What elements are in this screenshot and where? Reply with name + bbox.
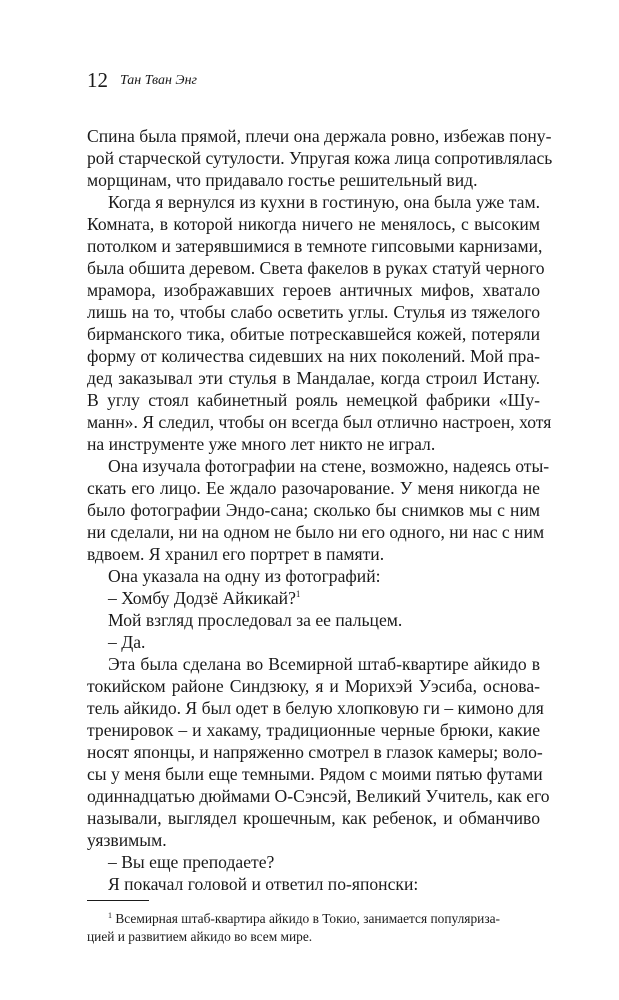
text-line: манн». Я следил, чтобы он всегда был отлично настроен, хотя [87,412,552,432]
text-line: Когда я вернулся из кухни в гостиную, она была уже там. [108,192,540,212]
text-line: дед заказывал эти стулья в Мандалае, когда строил Истану. [87,368,540,388]
text-line: называли, выглядел крошечным, как ребенок, и обманчиво [87,808,540,828]
text-line: уязвимым. [87,830,167,850]
text-line: Эта была сделана во Всемирной штаб-квартире айкидо в [108,654,540,674]
dialogue-text: – Хомбу Додзё Айкикай? [108,588,296,608]
text-line: В углу стоял кабинетный рояль немецкой фабрики «Шу- [87,390,540,410]
text-line [108,588,540,608]
text-line: Спина была прямой, плечи она держала ровно, избежав пону- [87,126,552,146]
text-line: носят японцы, и напряженно смотрел в глазок камеры; воло- [87,742,543,762]
footnote-rule [87,900,149,901]
text-line: – Вы еще преподаете? [108,852,275,872]
text-line: на инструменте уже много лет никто не играл. [87,434,436,454]
text-line: Она указала на одну из фотографий: [108,566,381,586]
text-line: Мой взгляд проследовал за ее пальцем. [108,610,403,630]
text-line: форму от количества сидевших на них поколений. Мой пра- [87,346,540,366]
text-line: сы у меня были еще темными. Рядом с моими пятью футами [87,764,543,784]
text-line: Она изучала фотографии на стене, возможно, надеясь оты- [108,456,550,476]
text-line: была обшита деревом. Света факелов в руках статуй черного [87,258,545,278]
running-head: Тан Тван Энг [120,73,198,88]
page-number: 12 [87,68,108,92]
text-line: рой старческой сутулости. Упругая кожа лица сопротивлялась [87,148,553,168]
text-line: потолком и затерявшимися в темноте гипсовыми карнизами, [87,236,543,256]
footnote-text: Всемирная штаб-квартира айкидо в Токио, занимается популяриза- [115,911,501,926]
text-line: было фотографии Эндо-сана; сколько бы снимков мы с ним [87,500,540,520]
text-line: – Да. [108,632,146,652]
footnote-marker: 1 [108,911,112,920]
text-line: токийском районе Синдзюку, я и Морихэй Уэсиба, основа- [87,676,540,696]
text-line: тель айкидо. Я был одет в белую хлопковую ги – кимоно для [87,698,544,718]
footnote-line: цией и развитием айкидо во всем мире. [87,929,313,944]
text-line: Комната, в которой никогда ничего не менялось, с высоким [87,214,540,234]
text-line: ни сделали, ни на одном не было ни его одного, ни нас с ним [87,522,545,542]
text-line: морщинам, что придавало гостье решительный вид. [87,170,478,190]
text-line: лишь на то, чтобы слабо осветить углы. Стулья из тяжелого [87,302,540,322]
text-line: тренировок – и хакаму, традиционные черные брюки, какие [87,720,540,740]
text-line: вдвоем. Я хранил его портрет в памяти. [87,544,385,564]
text-line: Я покачал головой и ответил по-японски: [108,874,419,894]
text-line: скать его лицо. Ее ждало разочарование. У меня никогда не [87,478,540,498]
text-line: одиннадцатью дюймами О-Сэнсэй, Великий Учитель, как его [87,786,550,806]
footnote-ref: 1 [295,589,301,599]
text-line: бирманского тика, обитые потрескавшейся кожей, потеряли [87,324,540,344]
footnote-line [108,910,540,927]
text-line: мрамора, изображавших героев античных мифов, хватало [87,280,540,300]
